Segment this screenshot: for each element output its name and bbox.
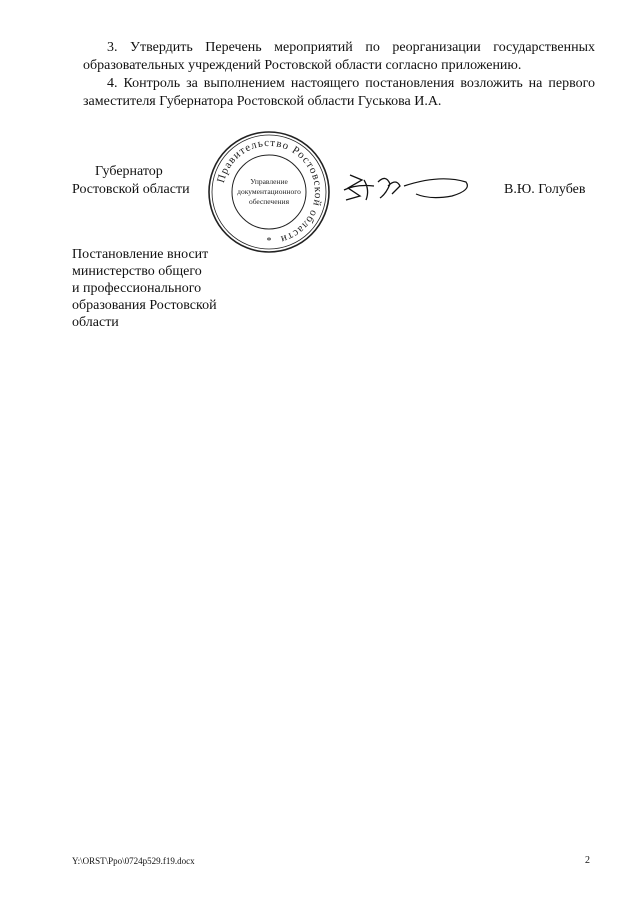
introduced-by-line-1: Постановление вносит: [72, 247, 209, 262]
handwritten-signature: [330, 160, 480, 210]
official-seal: [205, 128, 333, 256]
signatory-name: В.Ю. Голубев: [504, 182, 586, 197]
page-number: 2: [585, 855, 590, 866]
seal-center-line-1: Управление: [250, 177, 288, 186]
introduced-by-line-3: и профессионального: [72, 281, 202, 296]
paragraph-3-text: 3. Утвердить Перечень мероприятий по реорганизации государственных образовательных учреждений Ростовской области согласно приложению.: [83, 40, 595, 73]
introduced-by-line-5: области: [72, 315, 119, 330]
signatory-region: Ростовской области: [72, 182, 190, 197]
introduced-by-note: [72, 246, 242, 331]
footer-file-path: Y:\ORST\Ppo\0724p529.f19.docx: [72, 856, 195, 866]
introduced-by-line-2: министерство общего: [72, 264, 202, 279]
paragraph-3: [83, 39, 595, 75]
seal-ring-text: Правительство Ростовской области: [214, 136, 325, 246]
signatory-title: Губернатор: [95, 164, 163, 179]
paragraph-4-text: 4. Контроль за выполнением настоящего постановления возложить на первого заместителя Губернатора Ростовской области Гуськова И.А.: [83, 76, 595, 109]
seal-center-line-3: обеспечения: [248, 197, 290, 206]
introduced-by-line-4: образования Ростовской: [72, 298, 217, 313]
paragraph-4: [83, 75, 595, 111]
seal-star: *: [266, 236, 272, 247]
seal-center-line-2: документационного: [237, 187, 301, 196]
